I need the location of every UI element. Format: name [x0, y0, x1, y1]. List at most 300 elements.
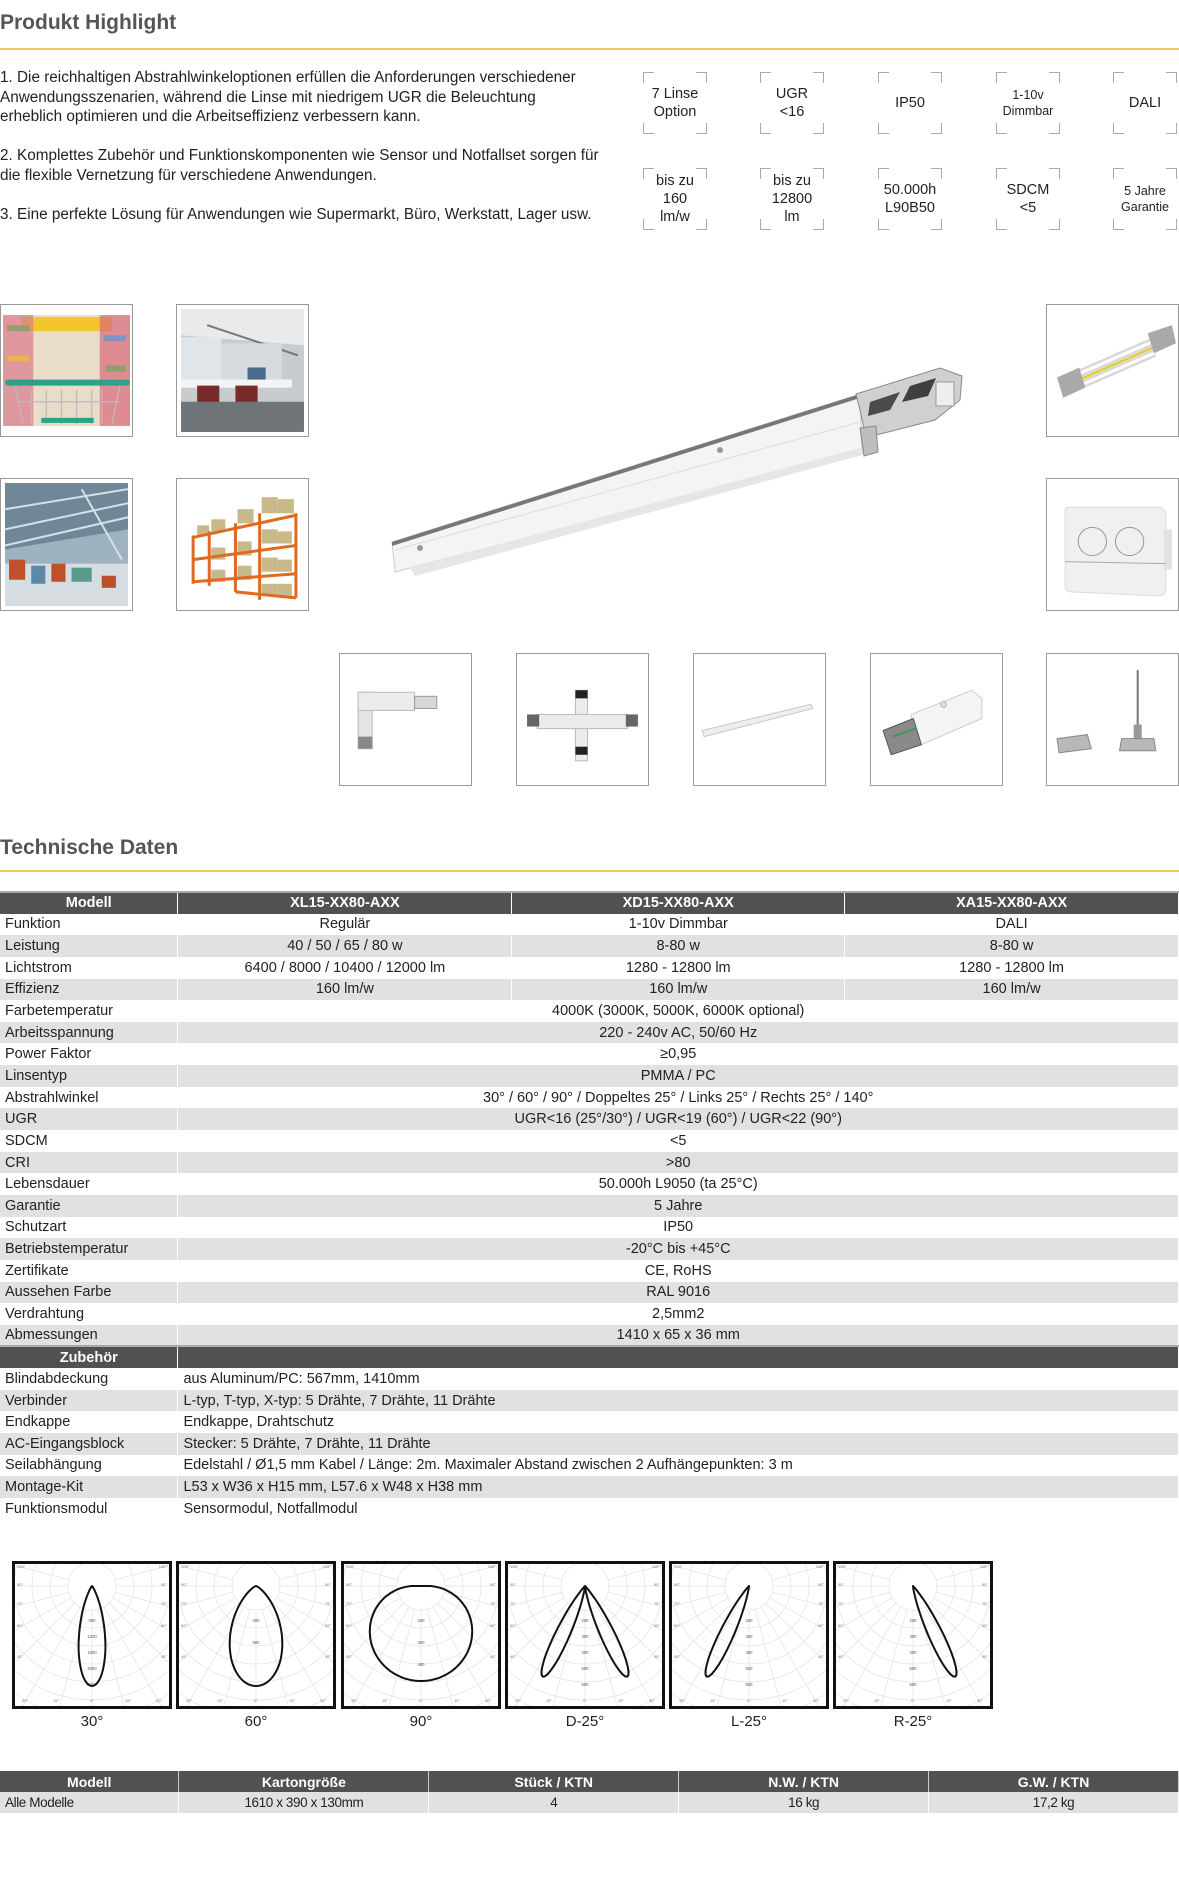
polar-grid-spoke — [591, 1609, 637, 1706]
polar-chart — [833, 1561, 993, 1709]
polar-radial-label: 400 — [909, 1650, 917, 1655]
accessory-blind-cover-image — [693, 653, 826, 786]
spec-value: PMMA / PC — [178, 1065, 1179, 1087]
polar-angle-label: 90° — [181, 1582, 188, 1587]
feature-badge — [878, 72, 942, 134]
polar-angle-label: 30° — [976, 1698, 984, 1703]
polar-grid-spoke — [533, 1609, 579, 1706]
polar-angle-label: 90° — [489, 1582, 496, 1587]
badge-text — [884, 181, 936, 217]
polar-angle-label: 105° — [17, 1564, 26, 1569]
polar-angle-label: 75° — [160, 1601, 167, 1606]
polar-radial-label: 500 — [909, 1666, 917, 1671]
badge-corner-icon — [1166, 219, 1177, 230]
polar-angle-label: 30° — [812, 1698, 820, 1703]
feature-badge — [643, 168, 707, 230]
polar-angle-label: 90° — [510, 1582, 517, 1587]
polar-radial-label: 200 — [581, 1618, 589, 1623]
polar-angle-label: 45° — [346, 1654, 353, 1659]
badge-corner-icon — [996, 123, 1007, 134]
packaging-nw: 16 kg — [679, 1792, 929, 1813]
polar-angle-label: 105° — [510, 1564, 519, 1569]
packaging-gw: 17,2 kg — [929, 1792, 1179, 1813]
polar-angle-label: 60° — [510, 1623, 517, 1628]
polar-grid-spoke — [15, 1598, 71, 1686]
spec-row — [0, 1368, 1179, 1390]
polar-angle-label: 75° — [17, 1601, 24, 1606]
spec-label: Aussehen Farbe — [0, 1282, 178, 1304]
polar-angle-label: 30° — [350, 1698, 358, 1703]
polar-angle-label: 60° — [838, 1623, 845, 1628]
spec-header-xd15: XD15-XX80-AXX — [512, 892, 845, 914]
polar-angle-label: 15° — [617, 1698, 625, 1703]
polar-radial-label: 200 — [417, 1618, 425, 1623]
polar-grid-spoke — [919, 1609, 965, 1706]
badge-corner-icon — [931, 219, 942, 230]
badge-corner-icon — [760, 72, 771, 83]
packaging-header-pieces: Stück / KTN — [429, 1771, 679, 1792]
application-supermarket-image — [0, 304, 133, 437]
spec-value: 40 / 50 / 65 / 80 w — [178, 935, 512, 957]
spec-value: 160 lm/w — [512, 979, 845, 1001]
highlight-paragraph-2: 2. Komplettes Zubehör und Funktionskomponenten wie Sensor und Notfallset sorgen für die flexible Vernetzung für verschiedene Anwendungen. — [0, 147, 599, 184]
spec-value: 30° / 60° / 90° / Doppeltes 25° / Links 25° / Rechts 25° / 140° — [178, 1087, 1179, 1109]
application-warehouse-image — [176, 478, 309, 611]
polar-angle-label: 105° — [158, 1564, 167, 1569]
warehouse-photo-icon — [177, 479, 308, 610]
ac-input-block-icon — [871, 654, 1002, 785]
spec-row — [0, 1303, 1179, 1325]
polar-angle-label: 15° — [216, 1698, 224, 1703]
polar-angle-label: 45° — [653, 1654, 660, 1659]
accessory-label: Montage-Kit — [0, 1476, 178, 1498]
suspension-kit-icon — [1047, 654, 1178, 785]
feature-badge — [996, 168, 1060, 230]
accessory-value: Stecker: 5 Drähte, 7 Drähte, 11 Drähte — [178, 1433, 1179, 1455]
polar-angle-label: 0° — [419, 1698, 423, 1703]
badge-corner-icon — [996, 168, 1007, 179]
polar-lobe — [585, 1586, 629, 1677]
badge-corner-icon — [931, 72, 942, 83]
polar-angle-label: 105° — [651, 1564, 660, 1569]
polar-radial-label: 600 — [581, 1682, 589, 1687]
spec-label: Linsentyp — [0, 1065, 178, 1087]
polar-angle-label: 105° — [322, 1564, 331, 1569]
polar-radial-label: 2000 — [87, 1666, 97, 1671]
badge-corner-icon — [643, 123, 654, 134]
badge-line2: Dimmbar — [1002, 104, 1054, 118]
spec-label: Power Faktor — [0, 1043, 178, 1065]
spec-label: Funktion — [0, 914, 178, 936]
badge-line2: <5 — [1019, 200, 1037, 216]
polar-grid-spoke — [861, 1609, 907, 1706]
spec-value: 6400 / 8000 / 10400 / 12000 lm — [178, 957, 512, 979]
spec-row — [0, 1455, 1179, 1477]
polar-angle-label: 45° — [181, 1654, 188, 1659]
polar-angle-label: 105° — [346, 1564, 355, 1569]
badge-text — [1129, 94, 1161, 112]
blind-cover-icon — [694, 654, 825, 785]
spec-row — [0, 1195, 1179, 1217]
spec-row — [0, 1217, 1179, 1239]
spec-row — [0, 1238, 1179, 1260]
polar-angle-label: 90° — [160, 1582, 167, 1587]
polar-radial-label: 400 — [745, 1650, 753, 1655]
badge-corner-icon — [696, 123, 707, 134]
spec-row — [0, 1282, 1179, 1304]
polar-angle-label: 90° — [674, 1582, 681, 1587]
polar-radial-label: 500 — [581, 1666, 589, 1671]
polar-lobe — [542, 1586, 586, 1677]
polar-angle-label: 30° — [514, 1698, 522, 1703]
polar-grid-spoke — [262, 1609, 308, 1706]
polar-angle-label: 30° — [21, 1698, 29, 1703]
badge-corner-icon — [813, 72, 824, 83]
polar-angle-label: 60° — [324, 1623, 331, 1628]
polar-chart — [176, 1561, 336, 1709]
polar-radial-label: 1600 — [87, 1650, 97, 1655]
spec-value: 160 lm/w — [178, 979, 512, 1001]
x-connector-icon — [517, 654, 648, 785]
badge-line1: 50.000h — [883, 182, 937, 198]
polar-chart-title: R-25° — [893, 1713, 933, 1730]
polar-grid-spoke — [277, 1598, 333, 1686]
polar-angle-label: 90° — [324, 1582, 331, 1587]
polar-angle-label: 60° — [346, 1623, 353, 1628]
polar-angle-label: 105° — [181, 1564, 190, 1569]
spec-label: Garantie — [0, 1195, 178, 1217]
badge-line2: 160 — [662, 191, 688, 207]
badge-line1: DALI — [1128, 95, 1162, 111]
polar-grid-spoke — [836, 1598, 892, 1686]
spec-value: 4000K (3000K, 5000K, 6000K optional) — [178, 1000, 1179, 1022]
polar-angle-label: 45° — [981, 1654, 988, 1659]
function-module-icon — [1047, 479, 1178, 610]
spec-value: RAL 9016 — [178, 1282, 1179, 1304]
spec-row — [0, 935, 1179, 957]
accessory-label: Blindabdeckung — [0, 1368, 178, 1390]
polar-angle-label: 15° — [781, 1698, 789, 1703]
spec-value: 1280 - 12800 lm — [512, 957, 845, 979]
spec-header-model: Modell — [0, 892, 178, 914]
accessory-label: Funktionsmodul — [0, 1498, 178, 1520]
badge-corner-icon — [1049, 219, 1060, 230]
badge-line2: Option — [653, 104, 697, 120]
badge-text — [1121, 183, 1169, 215]
badge-corner-icon — [760, 168, 771, 179]
badge-line2: L90B50 — [884, 200, 935, 216]
divider-tech — [0, 870, 1179, 872]
main-product-image — [380, 350, 980, 580]
polar-radial-label: 1200 — [87, 1634, 97, 1639]
badge-corner-icon — [813, 168, 824, 179]
spec-row — [0, 1498, 1179, 1520]
polar-radial-label: 300 — [745, 1634, 753, 1639]
spec-label: Effizienz — [0, 979, 178, 1001]
badge-line1: IP50 — [895, 95, 925, 111]
polar-angle-label: 0° — [911, 1698, 915, 1703]
polar-grid-spoke — [344, 1603, 404, 1706]
polar-grid-spoke — [770, 1598, 826, 1686]
spec-value: CE, RoHS — [178, 1260, 1179, 1282]
polar-angle-label: 75° — [346, 1601, 353, 1606]
spec-header-xa15: XA15-XX80-AXX — [845, 892, 1179, 914]
spec-value: 1410 x 65 x 36 mm — [178, 1325, 1179, 1347]
badge-text — [895, 94, 925, 112]
spec-label: SDCM — [0, 1130, 178, 1152]
spec-value: 1280 - 12800 lm — [845, 957, 1179, 979]
polar-grid-spoke — [508, 1603, 568, 1706]
spec-label: Farbetemperatur — [0, 1000, 178, 1022]
highlight-text — [0, 68, 600, 244]
polar-chart-title: 30° — [80, 1713, 104, 1730]
feature-badge — [1113, 168, 1177, 230]
application-office-image — [176, 304, 309, 437]
accessories-header-filler — [178, 1346, 1179, 1368]
spec-value: 1-10v Dimmbar — [512, 914, 845, 936]
accessory-function-module-image — [1046, 478, 1179, 611]
badge-corner-icon — [931, 168, 942, 179]
accessory-x-connector-image — [516, 653, 649, 786]
spec-row — [0, 1173, 1179, 1195]
polar-angle-label: 60° — [181, 1623, 188, 1628]
badge-line3: lm — [784, 209, 800, 225]
polar-angle-label: 60° — [674, 1623, 681, 1628]
badge-line1: bis zu — [773, 173, 811, 189]
badge-corner-icon — [1166, 168, 1177, 179]
spec-label: Leistung — [0, 935, 178, 957]
polar-angle-label: 60° — [981, 1623, 988, 1628]
badge-line2: Garantie — [1121, 200, 1169, 214]
polar-grid-spoke — [508, 1598, 564, 1686]
badge-corner-icon — [643, 219, 654, 230]
spec-row — [0, 914, 1179, 936]
polar-radial-label: 300 — [909, 1634, 917, 1639]
polar-grid-spoke — [934, 1598, 990, 1686]
badge-line2: <16 — [779, 104, 805, 120]
feature-badge — [643, 72, 707, 134]
packaging-header-model: Modell — [0, 1771, 179, 1792]
badge-corner-icon — [760, 123, 771, 134]
polar-angle-label: 45° — [838, 1654, 845, 1659]
polar-angle-label: 15° — [124, 1698, 132, 1703]
spec-row — [0, 1130, 1179, 1152]
feature-badge — [760, 72, 824, 134]
spec-value: DALI — [845, 914, 1179, 936]
polar-grid-spoke — [179, 1598, 235, 1686]
polar-angle-label: 0° — [90, 1698, 94, 1703]
polar-angle-label: 60° — [160, 1623, 167, 1628]
packaging-row — [0, 1792, 1179, 1813]
polar-chart-title: 60° — [244, 1713, 268, 1730]
spec-row — [0, 957, 1179, 979]
polar-angle-label: 15° — [873, 1698, 881, 1703]
polar-lobe — [706, 1586, 750, 1677]
spec-value: >80 — [178, 1152, 1179, 1174]
badge-corner-icon — [878, 219, 889, 230]
polar-chart-svg — [672, 1564, 826, 1706]
polar-angle-label: 45° — [674, 1654, 681, 1659]
polar-radial-label: 600 — [252, 1640, 260, 1645]
polar-lobe — [913, 1586, 957, 1677]
accessory-value: Sensormodul, Notfallmodul — [178, 1498, 1179, 1520]
badge-corner-icon — [813, 123, 824, 134]
polar-angle-label: 15° — [709, 1698, 717, 1703]
accessory-value: L-typ, T-typ, X-typ: 5 Drähte, 7 Drähte, 11 Drähte — [178, 1390, 1179, 1412]
spec-value: 5 Jahre — [178, 1195, 1179, 1217]
spec-row — [0, 1390, 1179, 1412]
office-photo-icon — [177, 305, 308, 436]
spec-row — [0, 1152, 1179, 1174]
spec-row — [0, 1260, 1179, 1282]
polar-radial-label: 500 — [745, 1666, 753, 1671]
supermarket-photo-icon — [1, 305, 132, 436]
polar-angle-label: 75° — [674, 1601, 681, 1606]
polar-grid-spoke — [672, 1603, 732, 1706]
polar-angle-label: 90° — [817, 1582, 824, 1587]
polar-angle-label: 15° — [945, 1698, 953, 1703]
accessory-wire-connector-image — [1046, 304, 1179, 437]
polar-radial-label: 400 — [581, 1650, 589, 1655]
spec-value: ≥0,95 — [178, 1043, 1179, 1065]
spec-table — [0, 891, 1179, 1520]
spec-value: <5 — [178, 1130, 1179, 1152]
spec-row — [0, 1476, 1179, 1498]
polar-angle-label: 90° — [981, 1582, 988, 1587]
badge-text — [776, 85, 808, 121]
accessory-label: AC-Eingangsblock — [0, 1433, 178, 1455]
polar-angle-label: 45° — [17, 1654, 24, 1659]
polar-angle-label: 30° — [155, 1698, 163, 1703]
polar-angle-label: 0° — [747, 1698, 751, 1703]
accessory-label: Endkappe — [0, 1411, 178, 1433]
polar-angle-label: 75° — [653, 1601, 660, 1606]
divider-highlight — [0, 48, 1179, 50]
polar-angle-label: 45° — [510, 1654, 517, 1659]
badge-line3: lm/w — [660, 209, 690, 225]
spec-label: Abmessungen — [0, 1325, 178, 1347]
accessory-l-connector-image — [339, 653, 472, 786]
spec-label: Lebensdauer — [0, 1173, 178, 1195]
polar-angle-label: 15° — [288, 1698, 296, 1703]
badge-corner-icon — [696, 72, 707, 83]
polar-angle-label: 30° — [678, 1698, 686, 1703]
polar-angle-label: 60° — [817, 1623, 824, 1628]
badge-text — [656, 172, 694, 226]
badge-corner-icon — [760, 219, 771, 230]
spec-row — [0, 1043, 1179, 1065]
accessory-value: L53 x W36 x H15 mm, L57.6 x W48 x H38 mm — [178, 1476, 1179, 1498]
badge-corner-icon — [813, 219, 824, 230]
spec-row — [0, 1065, 1179, 1087]
polar-chart-svg — [15, 1564, 169, 1706]
spec-value: 2,5mm2 — [178, 1303, 1179, 1325]
badge-line2: 12800 — [771, 191, 813, 207]
polar-angle-label: 75° — [324, 1601, 331, 1606]
polar-chart — [505, 1561, 665, 1709]
polar-angle-label: 105° — [838, 1564, 847, 1569]
polar-radial-label: 800 — [88, 1618, 96, 1623]
polar-chart-svg — [508, 1564, 662, 1706]
badge-corner-icon — [931, 123, 942, 134]
polar-angle-label: 105° — [487, 1564, 496, 1569]
spec-value: 8-80 w — [845, 935, 1179, 957]
polar-angle-label: 60° — [489, 1623, 496, 1628]
spec-label: Zertifikate — [0, 1260, 178, 1282]
polar-radial-label: 200 — [909, 1618, 917, 1623]
polar-angle-label: 30° — [842, 1698, 850, 1703]
polar-grid-spoke — [15, 1603, 75, 1706]
polar-angle-label: 90° — [653, 1582, 660, 1587]
feature-badge — [878, 168, 942, 230]
polar-angle-label: 30° — [185, 1698, 193, 1703]
polar-grid-spoke — [755, 1609, 801, 1706]
polar-angle-label: 0° — [254, 1698, 258, 1703]
polar-grid-spoke — [113, 1598, 169, 1686]
polar-radial-label: 300 — [581, 1634, 589, 1639]
packaging-header-gw: G.W. / KTN — [929, 1771, 1179, 1792]
polar-chart-svg — [836, 1564, 990, 1706]
packaging-table — [0, 1771, 1179, 1813]
badge-text — [1007, 181, 1050, 217]
polar-grid-spoke — [697, 1609, 743, 1706]
spec-value: Regulär — [178, 914, 512, 936]
badge-corner-icon — [643, 72, 654, 83]
polar-angle-label: 45° — [324, 1654, 331, 1659]
polar-angle-label: 45° — [489, 1654, 496, 1659]
badge-line1: 1-10v — [1012, 88, 1044, 102]
spec-label: Verdrahtung — [0, 1303, 178, 1325]
badge-corner-icon — [1113, 168, 1124, 179]
spec-label: Lichtstrom — [0, 957, 178, 979]
badge-corner-icon — [1049, 72, 1060, 83]
badge-line1: 7 Linse — [651, 86, 699, 102]
badge-corner-icon — [696, 219, 707, 230]
polar-angle-label: 75° — [510, 1601, 517, 1606]
polar-grid-spoke — [836, 1603, 896, 1706]
polar-angle-label: 30° — [484, 1698, 492, 1703]
accessory-value: aus Aluminum/PC: 567mm, 1410mm — [178, 1368, 1179, 1390]
spec-label: Betriebstemperatur — [0, 1238, 178, 1260]
spec-value: -20°C bis +45°C — [178, 1238, 1179, 1260]
spec-row — [0, 1108, 1179, 1130]
accessory-label: Verbinder — [0, 1390, 178, 1412]
polar-chart-title: 90° — [409, 1713, 433, 1730]
badge-text — [1003, 87, 1054, 119]
spec-row — [0, 1325, 1179, 1347]
polar-angle-label: 30° — [319, 1698, 327, 1703]
polar-grid-spoke — [606, 1598, 662, 1686]
badge-corner-icon — [996, 219, 1007, 230]
polar-chart — [12, 1561, 172, 1709]
badge-line1: SDCM — [1006, 182, 1050, 198]
badge-corner-icon — [1049, 168, 1060, 179]
section-title-highlight: Produkt Highlight — [0, 11, 177, 34]
feature-badge — [760, 168, 824, 230]
polar-angle-label: 15° — [381, 1698, 389, 1703]
polar-grid-spoke — [672, 1598, 728, 1686]
badge-corner-icon — [878, 168, 889, 179]
badge-corner-icon — [1166, 123, 1177, 134]
polar-radial-label: 600 — [909, 1682, 917, 1687]
polar-angle-label: 75° — [181, 1601, 188, 1606]
spec-value: IP50 — [178, 1217, 1179, 1239]
polar-angle-label: 75° — [981, 1601, 988, 1606]
spec-row — [0, 979, 1179, 1001]
polar-angle-label: 90° — [17, 1582, 24, 1587]
feature-badge — [1113, 72, 1177, 134]
polar-angle-label: 90° — [838, 1582, 845, 1587]
